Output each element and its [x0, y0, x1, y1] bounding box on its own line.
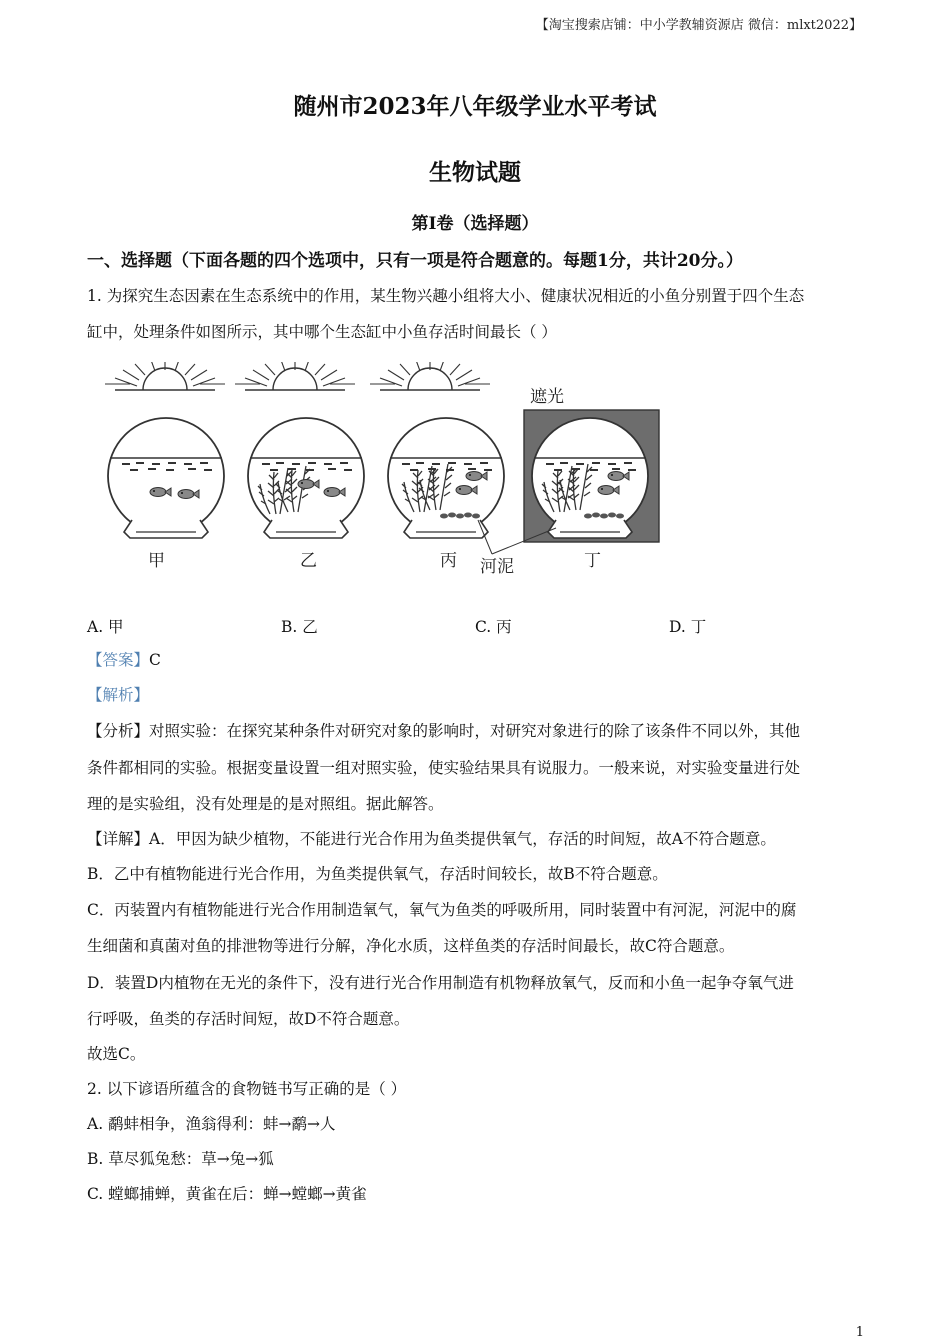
section-heading: 一、选择题（下面各题的四个选项中，只有一项是符合题意的。每题1分，共计20分。） — [87, 251, 743, 271]
analysis-line: 故选C。 — [87, 1045, 146, 1063]
analysis-line: C．丙装置内有植物能进行光合作用制造氧气，氧气为鱼类的呼吸所用，同时装置中有河泥，河泥中的腐 — [87, 901, 797, 919]
tank-yi — [248, 418, 364, 538]
analysis-line: 生细菌和真菌对鱼的排泄物等进行分解，净化水质，这样鱼类的存活时间最长，故C符合题意。 — [87, 937, 735, 955]
sun-icon-3 — [370, 362, 490, 390]
q2-option-c: C. 螳螂捕蝉，黄雀在后：蝉→螳螂→黄雀 — [87, 1185, 367, 1203]
page-subtitle: 生物试题 — [429, 159, 521, 186]
analysis-line: 【详解】A．甲因为缺少植物，不能进行光合作用为鱼类提供氧气，存活的时间短，故A不符合题意。 — [87, 830, 776, 848]
tank-label-bing: 丙 — [440, 551, 457, 571]
tank-label-ding: 丁 — [584, 551, 601, 571]
answer-tag: 【答案】 — [87, 651, 150, 669]
volume-heading: 第I卷（选择题） — [411, 214, 539, 234]
fish-tank-figure — [100, 362, 670, 582]
mud-label: 河泥 — [480, 557, 514, 577]
analysis-line: 理的是实验组，没有处理是的是对照组。据此解答。 — [87, 795, 444, 813]
sun-icon-2 — [235, 362, 355, 390]
tank-jia — [108, 418, 224, 538]
q1-option-a: A. 甲 — [87, 618, 124, 636]
analysis-line: 条件都相同的实验。根据变量设置一组对照实验，使实验结果具有说服力。一般来说，对实验变量进行处 — [87, 759, 801, 777]
shade-label: 遮光 — [530, 387, 564, 407]
q1-option-d: D. 丁 — [669, 618, 707, 636]
answer-value: C — [149, 651, 161, 669]
sun-icon-1 — [105, 362, 225, 390]
page-title: 随州市2023年八年级学业水平考试 — [293, 93, 657, 120]
q1-answer-row — [87, 650, 161, 670]
q1-stem-line2: 缸中，处理条件如图所示，其中哪个生态缸中小鱼存活时间最长（ ） — [87, 323, 557, 341]
q2-option-b: B. 草尽狐兔愁：草→兔→狐 — [87, 1150, 274, 1168]
analysis-tag: 【解析】 — [87, 686, 150, 704]
q1-option-c: C. 丙 — [475, 618, 512, 636]
analysis-line: 行呼吸，鱼类的存活时间短，故D不符合题意。 — [87, 1010, 410, 1028]
analysis-line: 【分析】对照实验：在探究某种条件对研究对象的影响时，对研究对象进行的除了该条件不同以外，其他 — [87, 722, 801, 740]
q1-stem-line1: 1. 为探究生态因素在生态系统中的作用，某生物兴趣小组将大小、健康状况相近的小鱼分别置于四个生态 — [87, 287, 805, 305]
q1-option-b: B. 乙 — [281, 618, 318, 636]
q2-option-a: A. 鹬蚌相争，渔翁得利：蚌→鹬→人 — [87, 1115, 336, 1133]
tank-label-yi: 乙 — [300, 551, 317, 571]
analysis-line: D．装置D内植物在无光的条件下，没有进行光合作用制造有机物释放氧气，反而和小鱼一起争夺氧气进 — [87, 974, 794, 992]
analysis-line: B．乙中有植物能进行光合作用，为鱼类提供氧气，存活时间较长，故B不符合题意。 — [87, 865, 668, 883]
tank-label-jia: 甲 — [148, 551, 165, 571]
page-number: 1 — [855, 1325, 864, 1340]
header-note: 【淘宝搜索店铺：中小学教辅资源店 微信：mlxt2022】 — [535, 18, 862, 33]
q2-stem: 2. 以下谚语所蕴含的食物链书写正确的是（ ） — [87, 1080, 407, 1098]
